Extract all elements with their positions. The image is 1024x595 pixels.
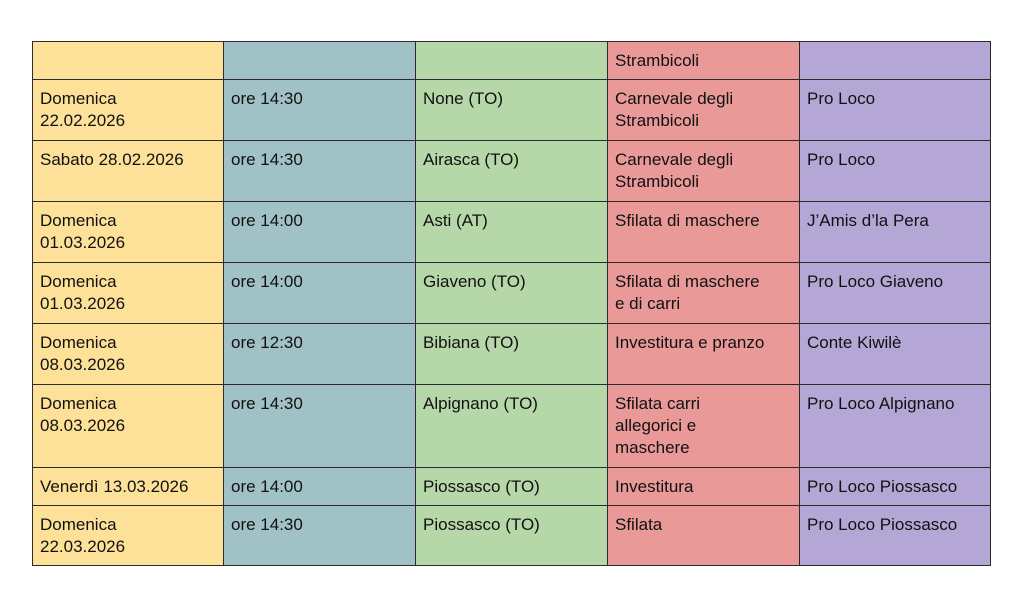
organizer-cell: J’Amis d’la Pera bbox=[800, 202, 991, 263]
event-cell: Strambicoli bbox=[608, 42, 800, 80]
time-cell: ore 12:30 bbox=[224, 324, 416, 385]
organizer-cell: Pro Loco bbox=[800, 141, 991, 202]
date-cell: Domenica 01.03.2026 bbox=[33, 263, 224, 324]
event-cell: Carnevale degli Strambicoli bbox=[608, 80, 800, 141]
place-cell: Alpignano (TO) bbox=[416, 385, 608, 468]
organizer-cell: Pro Loco Giaveno bbox=[800, 263, 991, 324]
date-cell bbox=[33, 42, 224, 80]
place-cell: Airasca (TO) bbox=[416, 141, 608, 202]
date-cell: Domenica 22.03.2026 bbox=[33, 506, 224, 566]
time-cell: ore 14:30 bbox=[224, 80, 416, 141]
place-cell: Asti (AT) bbox=[416, 202, 608, 263]
events-table-body bbox=[33, 42, 991, 566]
time-cell: ore 14:00 bbox=[224, 263, 416, 324]
event-cell: Sfilata carri allegorici e maschere bbox=[608, 385, 800, 468]
table-row bbox=[33, 263, 991, 324]
place-cell: Giaveno (TO) bbox=[416, 263, 608, 324]
event-cell: Investitura bbox=[608, 468, 800, 506]
place-cell: Piossasco (TO) bbox=[416, 468, 608, 506]
place-cell: None (TO) bbox=[416, 80, 608, 141]
time-cell bbox=[224, 42, 416, 80]
event-cell: Sfilata bbox=[608, 506, 800, 566]
table-row bbox=[33, 324, 991, 385]
event-cell: Sfilata di maschere e di carri bbox=[608, 263, 800, 324]
table-row bbox=[33, 202, 991, 263]
time-cell: ore 14:30 bbox=[224, 141, 416, 202]
event-cell: Sfilata di maschere bbox=[608, 202, 800, 263]
table-row bbox=[33, 80, 991, 141]
organizer-cell: Pro Loco bbox=[800, 80, 991, 141]
place-cell: Piossasco (TO) bbox=[416, 506, 608, 566]
table-row bbox=[33, 506, 991, 566]
event-cell: Carnevale degli Strambicoli bbox=[608, 141, 800, 202]
date-cell: Venerdì 13.03.2026 bbox=[33, 468, 224, 506]
time-cell: ore 14:00 bbox=[224, 468, 416, 506]
organizer-cell: Pro Loco Piossasco bbox=[800, 468, 991, 506]
date-cell: Domenica 22.02.2026 bbox=[33, 80, 224, 141]
table-row bbox=[33, 42, 991, 80]
time-cell: ore 14:30 bbox=[224, 506, 416, 566]
organizer-cell: Conte Kiwilè bbox=[800, 324, 991, 385]
organizer-cell: Pro Loco Alpignano bbox=[800, 385, 991, 468]
place-cell: Bibiana (TO) bbox=[416, 324, 608, 385]
place-cell bbox=[416, 42, 608, 80]
organizer-cell bbox=[800, 42, 991, 80]
events-table bbox=[32, 41, 991, 566]
date-cell: Domenica 08.03.2026 bbox=[33, 324, 224, 385]
table-row bbox=[33, 385, 991, 468]
organizer-cell: Pro Loco Piossasco bbox=[800, 506, 991, 566]
event-cell: Investitura e pranzo bbox=[608, 324, 800, 385]
table-row bbox=[33, 468, 991, 506]
date-cell: Sabato 28.02.2026 bbox=[33, 141, 224, 202]
time-cell: ore 14:30 bbox=[224, 385, 416, 468]
date-cell: Domenica 08.03.2026 bbox=[33, 385, 224, 468]
time-cell: ore 14:00 bbox=[224, 202, 416, 263]
date-cell: Domenica 01.03.2026 bbox=[33, 202, 224, 263]
table-row bbox=[33, 141, 991, 202]
